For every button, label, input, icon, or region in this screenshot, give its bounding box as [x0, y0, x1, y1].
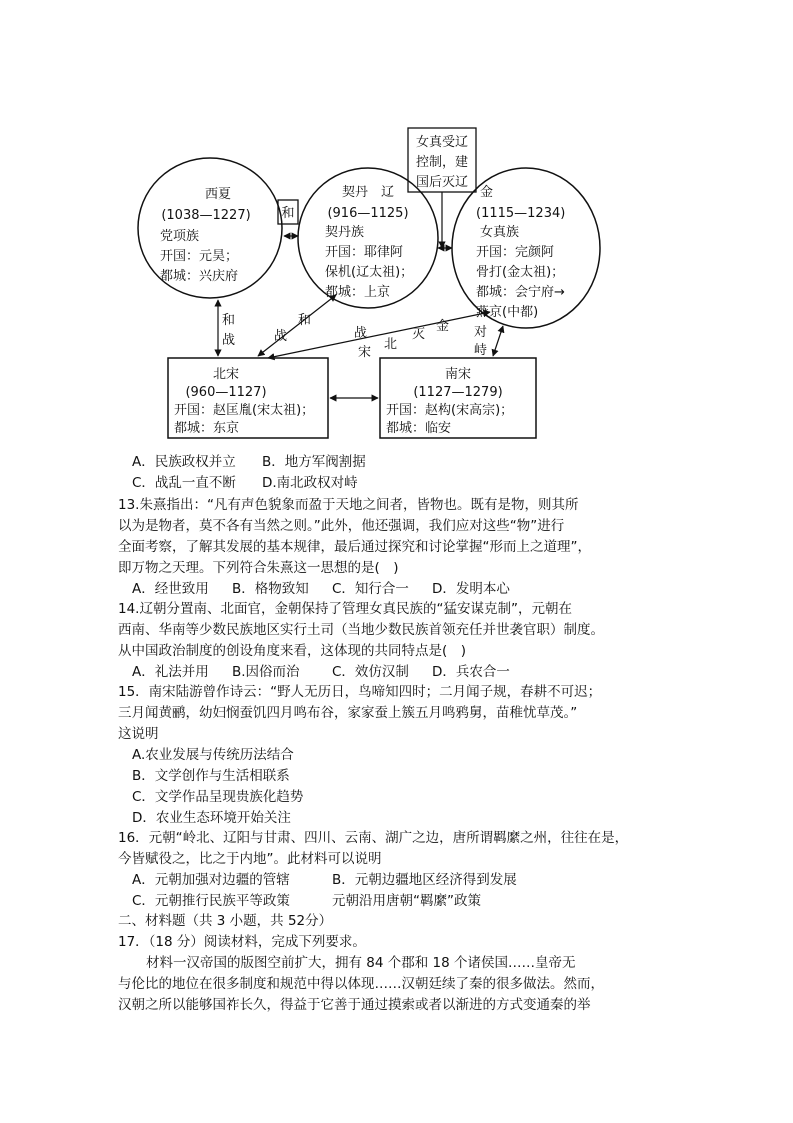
q13-line-2: 全面考察，了解其发展的基本规律，最后通过探究和讨论掌握“形而上之道理”， — [118, 539, 591, 555]
q14-line-1: 西南、华南等少数民族地区实行土司（当地少数民族首领充任并世袭官职）制度。 — [118, 622, 604, 638]
beisong-line-1: (960—1127) — [185, 385, 267, 400]
liao-line-1: (916—1125) — [327, 206, 409, 221]
xixia-line-4: 都城：兴庆府 — [160, 269, 239, 284]
nansong-line-0: 南宋 — [444, 367, 472, 382]
nansong-line-2: 开国：赵构(宋高宗)； — [386, 403, 514, 418]
xixia-line-1: (1038—1227) — [161, 208, 251, 223]
nuzhen-line-1: 控制，建 — [415, 155, 469, 170]
q13-line-0: 13.朱熹指出：“凡有声色貌象而盈于天地之间者，皆物也。既有是物，则其所 — [118, 497, 579, 513]
section-2 — [118, 911, 678, 1016]
q14-option-d: D．兵农合一 — [432, 664, 510, 680]
xixia-line-3: 开国：元昊； — [160, 249, 239, 264]
jin-nansong-arrow — [493, 326, 503, 356]
liao-line-5: 都城：上京 — [325, 285, 391, 300]
q16-option-d: 元朝沿用唐朝“羁縻”政策 — [332, 893, 481, 909]
q13-option-d: D．发明本心 — [432, 581, 510, 597]
he-zhan-left-0: 和 — [222, 313, 236, 328]
beisong-line-2: 开国：赵匡胤(宋太祖)； — [174, 403, 315, 418]
beisong-line-0: 北宋 — [212, 367, 240, 382]
nansong-line-3: 都城：临安 — [386, 421, 452, 436]
q13-options — [118, 579, 678, 600]
jin-small-label: 金 — [436, 319, 450, 334]
question-16 — [118, 828, 678, 912]
q17-line-2: 汉朝之所以能够国祚长久，得益于它善于通过摸索或者以渐进的方式变通秦的举 — [118, 997, 591, 1013]
jin-line-4: 骨打(金太祖)； — [476, 265, 565, 280]
nansong-node — [380, 358, 536, 438]
q14-option-c: C．效仿汉制 — [332, 664, 409, 680]
q13-line-1: 以为是物者，莫不各有当然之则。”此外，他还强调，我们应对这些“物”进行 — [118, 518, 565, 534]
he-box — [278, 200, 298, 224]
q12-option-c: C．战乱一直不断 — [132, 475, 236, 491]
he-zhan-left-1: 战 — [222, 333, 236, 348]
q15-line-0: 15．南宋陆游曾作诗云：“野人无历日，鸟啼知四时；二月闻子规，春耕不可迟； — [118, 684, 602, 700]
q15-option-d: D．农业生态环境开始关注 — [132, 810, 291, 826]
nansong-line-1: (1127—1279) — [413, 385, 503, 400]
liao-line-2: 契丹族 — [325, 225, 365, 240]
q16-options-row1 — [118, 870, 678, 891]
q12-option-d: D.南北政权对峙 — [262, 475, 358, 491]
zhan-he-1: 和 — [298, 313, 312, 328]
jin-line-2: 女真族 — [480, 225, 520, 240]
jin-line-6: 燕京(中都) — [476, 305, 539, 320]
jin-line-0: 金 — [480, 185, 494, 200]
question-15 — [118, 682, 678, 829]
question-14 — [118, 599, 678, 683]
q15-option-c: C．文学作品呈现贵族化趋势 — [132, 789, 304, 805]
section-2-title: 二、材料题（共 3 小题，共 52分） — [118, 913, 333, 929]
q14-option-a: A．礼法并用 — [132, 664, 209, 680]
duizhi-0: 对 — [474, 325, 488, 340]
q13-option-c: C．知行合一 — [332, 581, 409, 597]
q12-option-a: A．民族政权并立 — [132, 454, 236, 470]
beisong-node — [168, 358, 328, 438]
q17-line-0: 材料一汉帝国的版图空前扩大，拥有 84 个郡和 18 个诸侯国……皇帝无 — [146, 955, 576, 971]
q13-option-b: B．格物致知 — [232, 581, 309, 597]
jin-line-1: (1115—1234) — [476, 206, 566, 221]
jin-line-5: 都城：会宁府→ — [476, 285, 565, 300]
q13-option-a: A．经世致用 — [132, 581, 209, 597]
q16-option-c: C．元朝推行民族平等政策 — [132, 893, 290, 909]
nuzhen-box — [408, 128, 476, 192]
q16-option-b: B．元朝边疆地区经济得到发展 — [332, 872, 517, 888]
liao-line-4: 保机(辽太祖)； — [325, 265, 414, 280]
question-13 — [118, 495, 678, 600]
q17-head: 17．（18 分）阅读材料，完成下列要求。 — [118, 934, 366, 950]
zhan-song-0: 战 — [354, 326, 368, 341]
jin-line-3: 开国：完颜阿 — [476, 245, 555, 260]
liao-line-3: 开国：耶律阿 — [325, 245, 404, 260]
q15-option-a: A.农业发展与传统历法结合 — [132, 747, 294, 763]
q16-line-0: 16．元朝“岭北、辽阳与甘肃、四川、云南、湖广之边，唐所谓羁縻之州，往往在是， — [118, 830, 629, 846]
mie-label: 灭 — [412, 327, 426, 342]
duizhi-1: 峙 — [474, 343, 488, 358]
history-relationship-diagram — [118, 100, 643, 445]
bei-label: 北 — [384, 337, 398, 352]
zhan-he-0: 战 — [274, 329, 288, 344]
q12-option-b: B．地方军阀割据 — [262, 454, 366, 470]
liao-line-0: 契丹 辽 — [341, 185, 395, 200]
q15-line-1: 三月闻黄鹂，幼妇悯蚕饥四月鸣布谷，家家蚕上簇五月鸣鸦舅，苗稚忧草茂。” — [118, 705, 578, 721]
q15-option-b: B．文学创作与生活相联系 — [132, 768, 290, 784]
q14-options — [118, 662, 678, 683]
q14-line-0: 14.辽朝分置南、北面官，金朝保持了管理女真民族的“猛安谋克制”，元朝在 — [118, 601, 572, 617]
q14-line-2: 从中国政治制度的创设角度来看，这体现的共同特点是( ) — [118, 643, 467, 659]
q12-options — [118, 452, 678, 494]
beisong-line-3: 都城：东京 — [174, 421, 240, 436]
xixia-line-0: 西夏 — [204, 187, 232, 202]
nuzhen-line-2: 国后灭辽 — [415, 175, 469, 190]
nuzhen-line-0: 女真受辽 — [415, 135, 469, 150]
q16-option-a: A．元朝加强对边疆的管辖 — [132, 872, 290, 888]
xixia-line-2: 党项族 — [160, 229, 200, 244]
q13-line-3: 即万物之天理。下列符合朱熹这一思想的是( ) — [118, 560, 399, 576]
q15-line-2: 这说明 — [118, 726, 159, 742]
q14-option-b: B.因俗而治 — [232, 664, 300, 680]
zhan-song-1: 宋 — [358, 345, 372, 360]
q17-line-1: 与伦比的地位在很多制度和规范中得以体现……汉朝廷续了秦的很多做法。然而， — [118, 976, 604, 992]
he-box-label: 和 — [281, 206, 295, 221]
q16-options-row2 — [118, 891, 678, 912]
q16-line-1: 今皆赋役之，比之于内地”。此材料可以说明 — [118, 851, 382, 867]
xixia-node — [138, 158, 282, 298]
